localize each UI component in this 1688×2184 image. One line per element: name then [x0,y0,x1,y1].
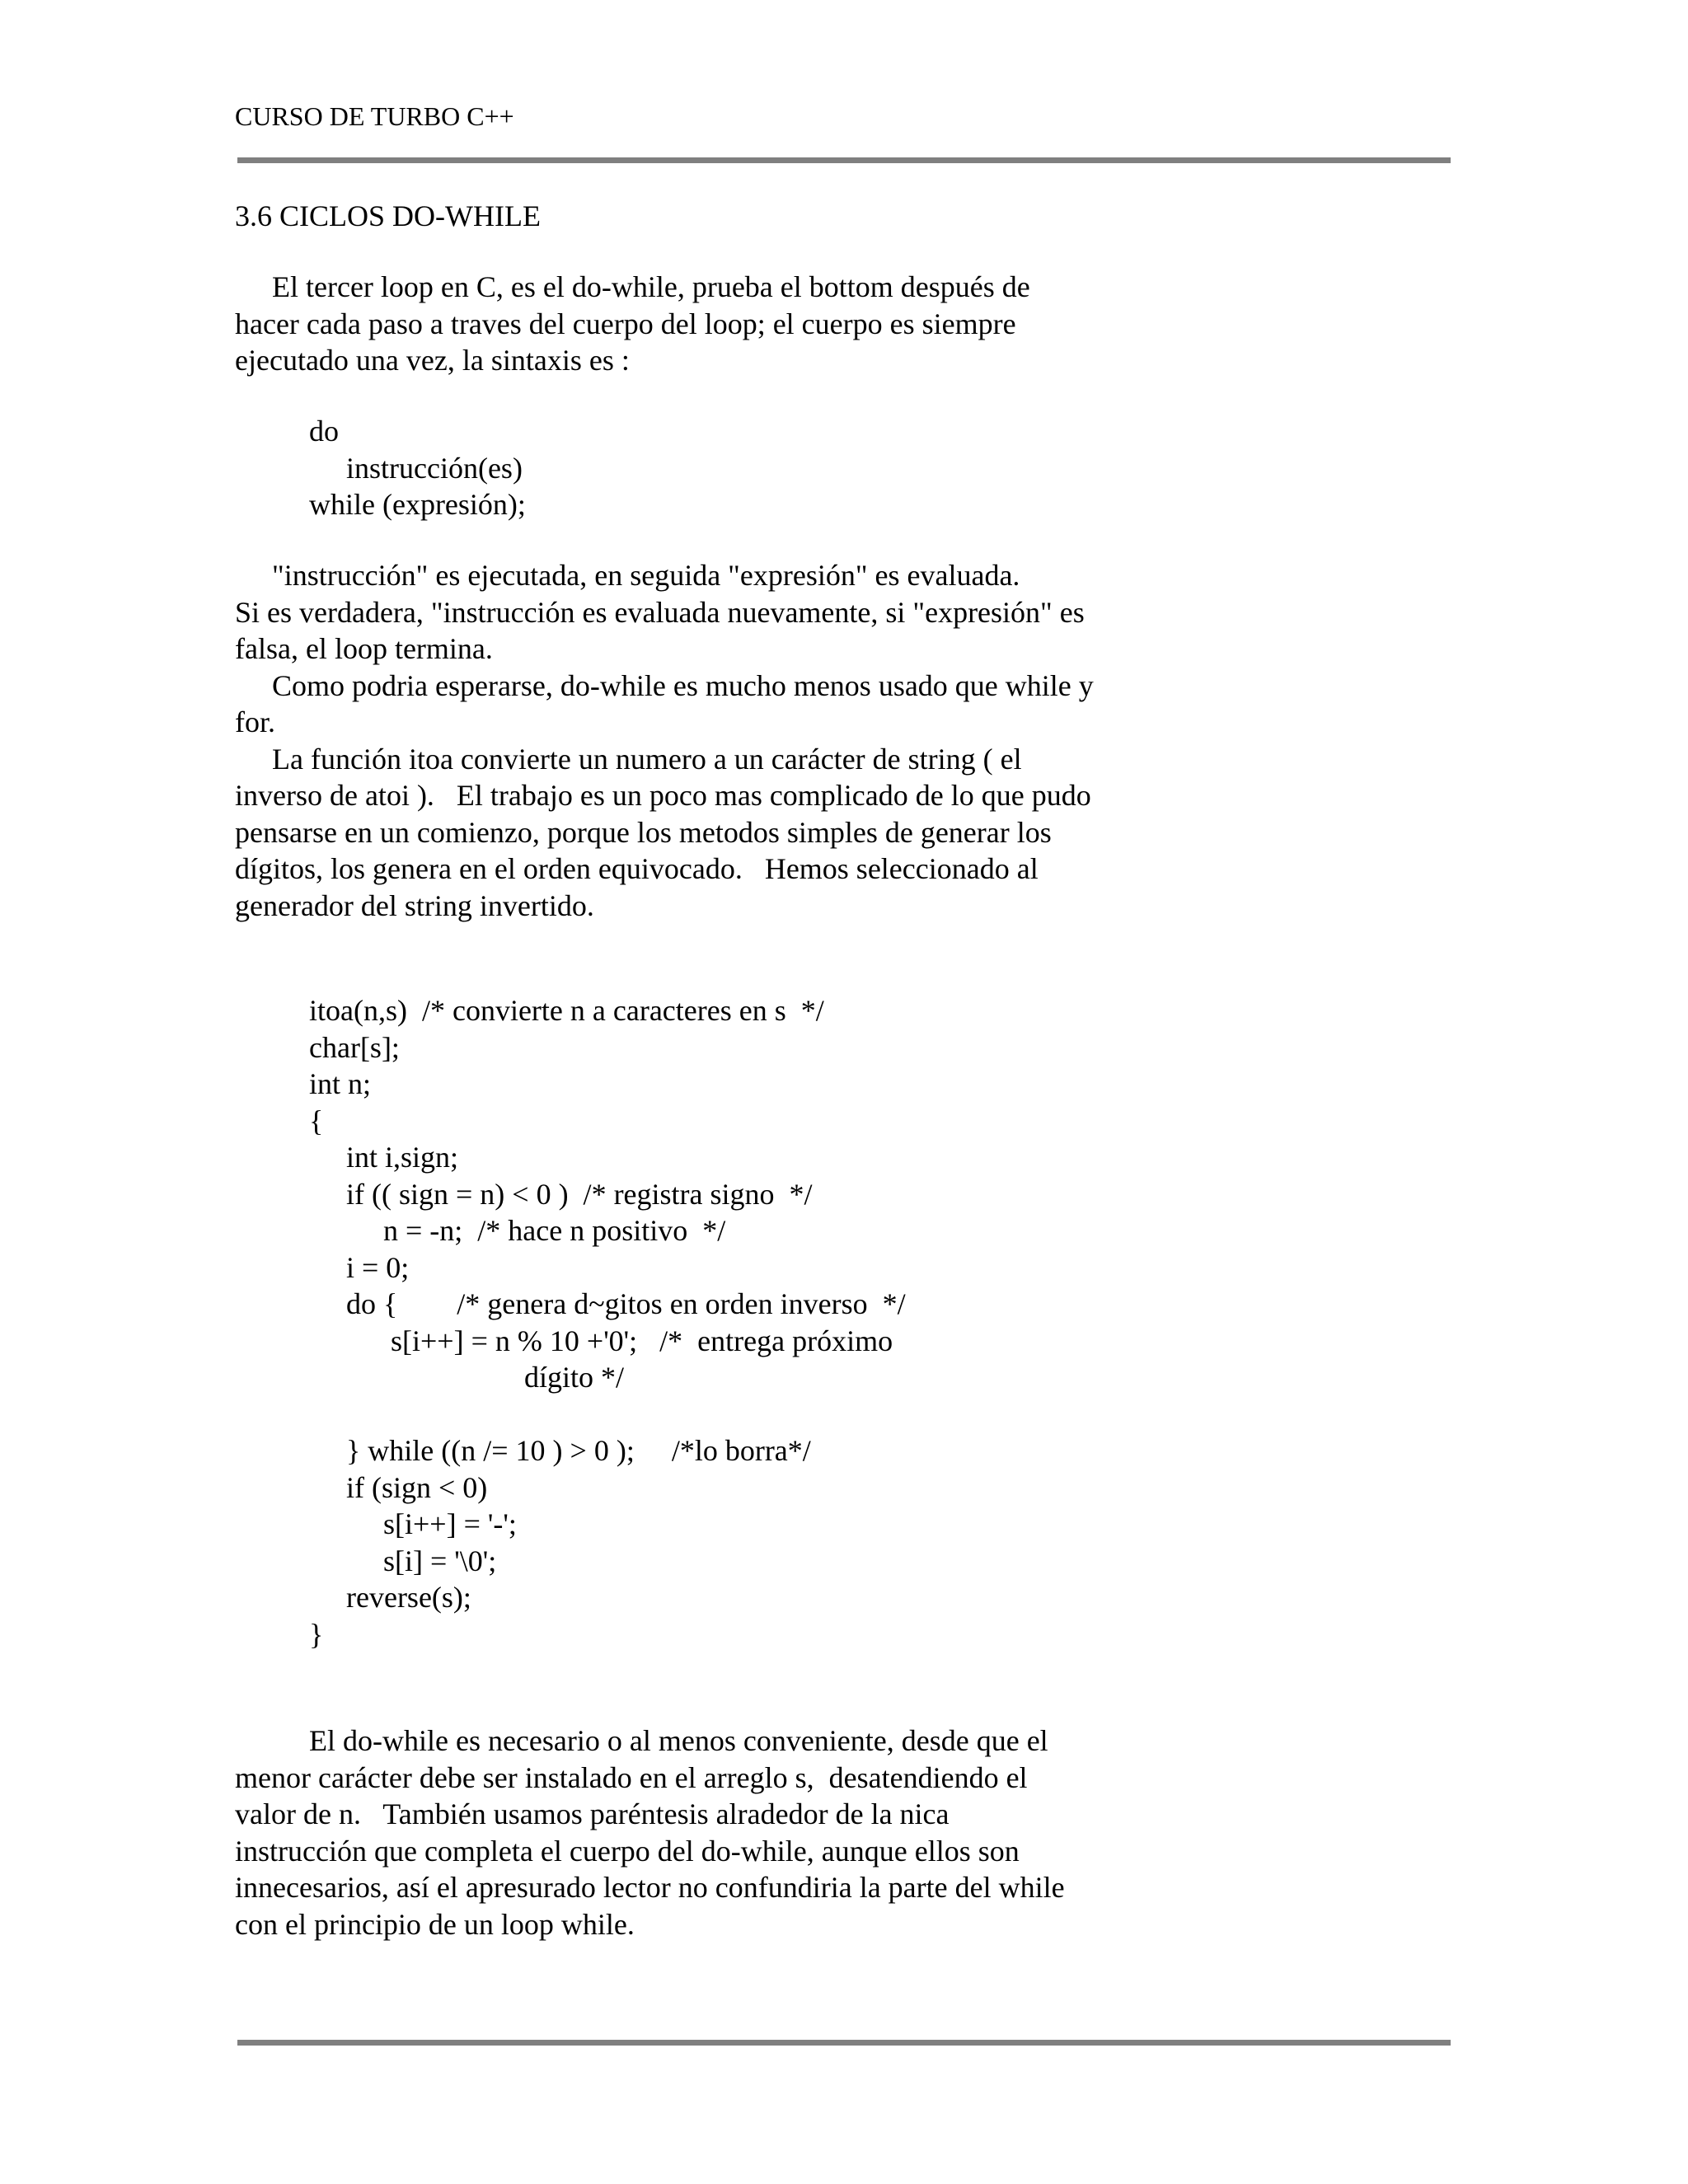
text-line: innecesarios, así el apresurado lector no confundiria la parte del while [235,1871,1065,1904]
text-line: El do-while es necesario o al menos conveniente, desde que el [235,1724,1048,1757]
header-rule [237,157,1451,163]
footer-rule [237,2040,1451,2046]
text-line: ejecutado una vez, la sintaxis es : [235,344,630,377]
code-line [235,1396,906,1433]
code-line: itoa(n,s) /* convierte n a caracteres en s */ [235,994,824,1027]
code-line: char[s]; [235,1030,400,1064]
text-line: generador del string invertido. [235,888,594,922]
text-line: Si es verdadera, "instrucción es evaluada nuevamente, si "expresión" es [235,595,1085,629]
text-line: valor de n. También usamos paréntesis alradedor de la nica [235,1797,950,1830]
code-line: while (expresión); [235,488,526,521]
text-line: La función itoa convierte un numero a un carácter de string ( el [235,742,1022,776]
text-line: inverso de atoi ). El trabajo es un poco mas complicado de lo que pudo [235,779,1091,812]
code-line: } [235,1617,324,1651]
text-line: falsa, el loop termina. [235,632,493,665]
closing-paragraph [235,1722,1065,1943]
code-line: instrucción(es) [235,451,523,485]
code-line: } while ((n /= 10 ) > 0 ); /*lo borra*/ [235,1434,811,1467]
code-line: do { /* genera d~gitos en orden inverso */ [235,1287,906,1320]
text-line: dígitos, los genera en el orden equivocado. Hemos seleccionado al [235,852,1039,885]
code-line: if (sign < 0) [235,1470,488,1504]
text-line: con el principio de un loop while. [235,1907,635,1941]
code-line: do [235,415,339,448]
code-listing [235,992,906,1652]
text-line: pensarse en un comienzo, porque los metodos simples de generar los [235,815,1052,849]
text-line: for. [235,705,275,738]
code-line: s[i] = '\0'; [235,1544,497,1577]
code-line: dígito */ [235,1361,625,1394]
code-line: int i,sign; [235,1141,459,1174]
text-line: hacer cada paso a traves del cuerpo del loop; el cuerpo es siempre [235,307,1016,340]
section-title: 3.6 CICLOS DO-WHILE [235,199,541,232]
code-line: reverse(s); [235,1581,471,1614]
text-line: Como podria esperarse, do-while es mucho menos usado que while y [235,668,1094,702]
intro-paragraph [235,269,1030,379]
code-line: i = 0; [235,1250,410,1284]
code-line: int n; [235,1067,372,1100]
code-line: { [235,1104,324,1137]
syntax-block [235,413,526,523]
code-line: n = -n; /* hace n positivo */ [235,1214,726,1247]
text-line: "instrucción" es ejecutada, en seguida "expresión" es evaluada. [235,559,1020,592]
text-line: instrucción que completa el cuerpo del do-while, aunque ellos son [235,1834,1020,1868]
text-line: menor carácter debe ser instalado en el arreglo s, desatendiendo el [235,1760,1028,1794]
code-line: s[i++] = n % 10 +'0'; /* entrega próximo [235,1324,893,1357]
text-line: El tercer loop en C, es el do-while, prueba el bottom después de [235,270,1030,303]
running-header: CURSO DE TURBO C++ [235,101,514,131]
code-line: if (( sign = n) < 0 ) /* registra signo */ [235,1177,813,1211]
code-line: s[i++] = '-'; [235,1507,517,1540]
explanation-paragraph [235,557,1094,924]
